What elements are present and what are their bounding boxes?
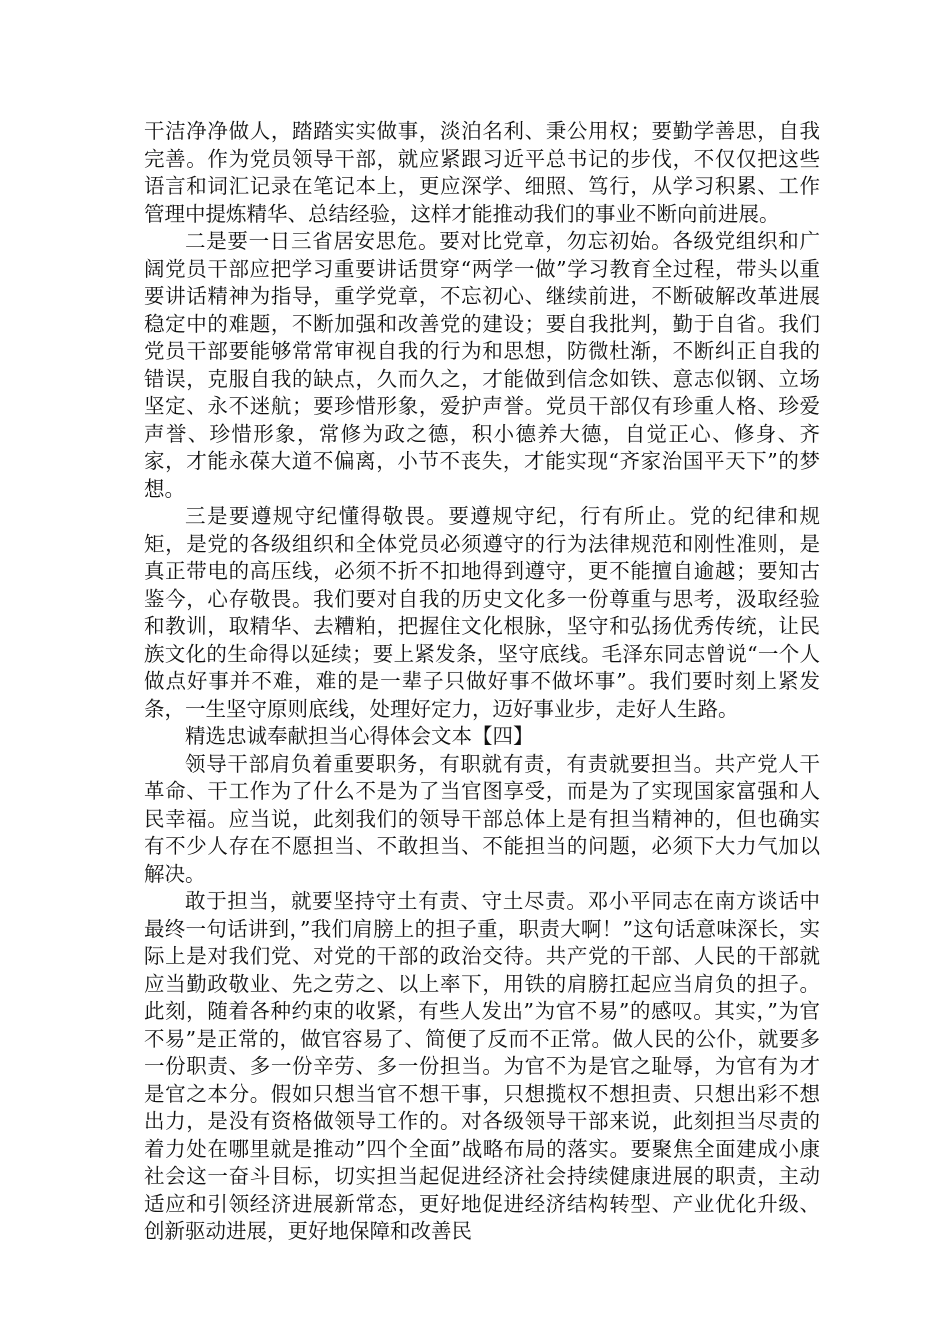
section-heading: 精选忠诚奉献担当心得体会文本【四】 (185, 724, 534, 748)
paragraph-discipline: 三是要遵规守纪懂得敬畏。要遵规守纪，行有所止。党的纪律和规矩，是党的各级组织和全体党员必须遵守的行为法律规范和刚性准则，是真正带电的高压线，必须不折不扣地得到遵守，更不能擅自逾越；要知古鉴今，心存敬畏。我们要对自我的历史文化多一份尊重与思考，汲取经验和教训，取精华、去糟粕，把握住文化根脉，坚守和弘扬优秀传统，让民族文化的生命得以延续；要上紧发条，坚守底线。毛泽东同志曾说“一个人做点好事并不难，难的是一辈子只做好事不做坏事”。我们要时刻上紧发条，一生坚守原则底线，处理好定力，迈好事业步，走好人生路。 (144, 504, 820, 721)
document-body (144, 118, 820, 1246)
paragraph-continued: 干洁净净做人，踏踏实实做事，淡泊名利、秉公用权；要勤学善思，自我完善。作为党员领导干部，就应紧跟习近平总书记的步伐，不仅仅把这些语言和词汇记录在笔记本上，更应深学、细照、笃行，从学习积累、工作管理中提炼精华、总结经验，这样才能推动我们的事业不断向前进展。 (144, 119, 820, 226)
paragraph-reflection: 二是要一日三省居安思危。要对比党章，勿忘初始。各级党组织和广阔党员干部应把学习重要讲话贯穿“两学一做”学习教育全过程，带头以重要讲话精神为指导，重学党章，不忘初心、继续前进，不断破解改革进展稳定中的难题，不断加强和改善党的建设；要自我批判，勤于自省。我们党员干部要能够常常审视自我的行为和思想，防微杜渐，不断纠正自我的错误，克服自我的缺点，久而久之，才能做到信念如铁、意志似钢、立场坚定、永不迷航；要珍惜形象，爱护声誉。党员干部仅有珍重人格、珍爱声誉、珍惜形象，常修为政之德，积小德养大德，自觉正心、修身、齐家，才能永葆大道不偏离，小节不丧失，才能实现“齐家治国平天下”的梦想。 (144, 229, 820, 501)
paragraph-responsibility: 领导干部肩负着重要职务，有职就有责，有责就要担当。共产党人干革命、干工作为了什么不是为了当官图享受，而是为了实现国家富强和人民幸福。应当说，此刻我们的领导干部总体上是有担当精神的，但也确实有不少人存在不愿担当、不敢担当、不能担当的问题，必须下大力气加以解决。 (144, 751, 820, 886)
paragraph-daring: 敢于担当，就要坚持守土有责、守土尽责。邓小平同志在南方谈话中最终一句话讲到，”我们肩膀上的担子重，职责大啊！”这句话意味深长，实际上是对我们党、对党的干部的政治交待。共产党的干部、人民的干部就应当勤政敬业、先之劳之、以上率下，用铁的肩膀扛起应当肩负的担子。此刻，随着各种约束的收紧，有些人发出”为官不易”的感叹。其实，”为官不易”是正常的，做官容易了、简便了反而不正常。做人民的公仆，就要多一份职责、多一份辛劳、多一份担当。为官不为是官之耻辱，为官有为才是官之本分。假如只想当官不想干事，只想揽权不想担责、只想出彩不想出力，是没有资格做领导工作的。对各级领导干部来说，此刻担当尽责的着力处在哪里就是推动”四个全面”战略布局的落实。要聚焦全面建成小康社会这一奋斗目标，切实担当起促进经济社会持续健康进展的职责，主动适应和引领经济进展新常态，更好地促进经济结构转型、产业优化升级、创新驱动进展，更好地保障和改善民 (144, 889, 820, 1243)
